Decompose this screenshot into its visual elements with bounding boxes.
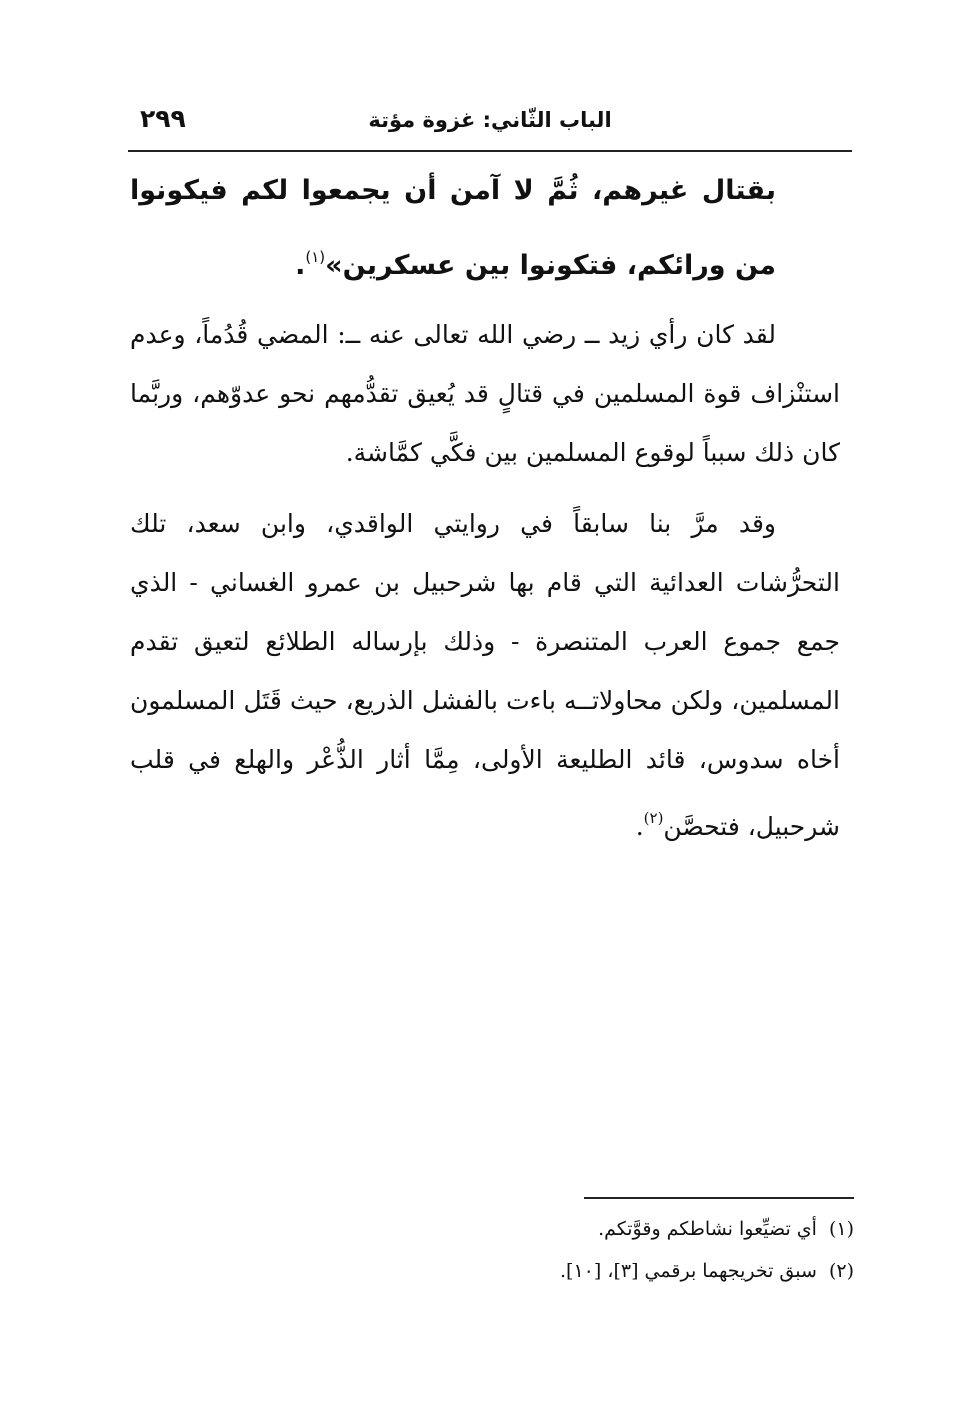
footnote-number: (٢) <box>828 1260 854 1282</box>
running-header <box>128 104 852 144</box>
footnote-text: أي تضيِّعوا نشاطكم وقوَّتكم. <box>598 1218 817 1240</box>
footnote-text: سبق تخريجهما برقمي [٣]، [١٠]. <box>560 1260 817 1282</box>
footnote-divider <box>584 1197 854 1199</box>
footnotes <box>300 1208 854 1292</box>
paragraph-2-text: وقد مرَّ بنا سابقاً في روايتي الواقدي، وابن سعد، تلك التحرُّشات العدائية التي قام بها شرحبيل بن عمرو الغساني - الذي جمع جموع العرب المتنصرة - وذلك بإرساله الطلائع لتعيق تقدم المسلمين، ولكن محاولاتــه باءت بالفشل الذريع، حيث قَتَل المسلمون أخاه سدوس، قائد الطليعة الأولى، مِمَّا أثار الذُّعْر والهلع في قلب شرحبيل، فتحصَّن <box>130 509 840 841</box>
quote-end: . <box>295 250 306 281</box>
quote-paragraph <box>130 158 840 299</box>
footnote-ref-1[interactable]: (١) <box>305 248 326 266</box>
paragraph-2 <box>130 494 840 856</box>
paragraph-2-end: . <box>635 812 644 841</box>
header-divider <box>128 150 852 152</box>
footnote-ref-2[interactable]: (٢) <box>643 809 664 827</box>
main-text <box>130 158 840 856</box>
chapter-title: الباب الثّاني: غزوة مؤتة <box>368 108 612 132</box>
footnote-1 <box>300 1208 854 1250</box>
page-number: ٢٩٩ <box>140 104 186 133</box>
footnote-2 <box>300 1250 854 1292</box>
paragraph-1: لقد كان رأي زيد ــ رضي الله تعالى عنه ــ: المضي قُدُماً، وعدم استنْزاف قوة المسلمين في قتالٍ قد يُعيق تقدُّمهم نحو عدوّهم، وربَّما كان ذلك سبباً لوقوع المسلمين بين فكَّي كمَّاشة. <box>130 320 840 467</box>
quote-text: بقتال غيرهم، ثُمَّ لا آمن أن يجمعوا لكم فيكونوا من ورائكم، فتكونوا بين عسكرين» <box>130 175 776 281</box>
footnote-number: (١) <box>828 1218 854 1240</box>
